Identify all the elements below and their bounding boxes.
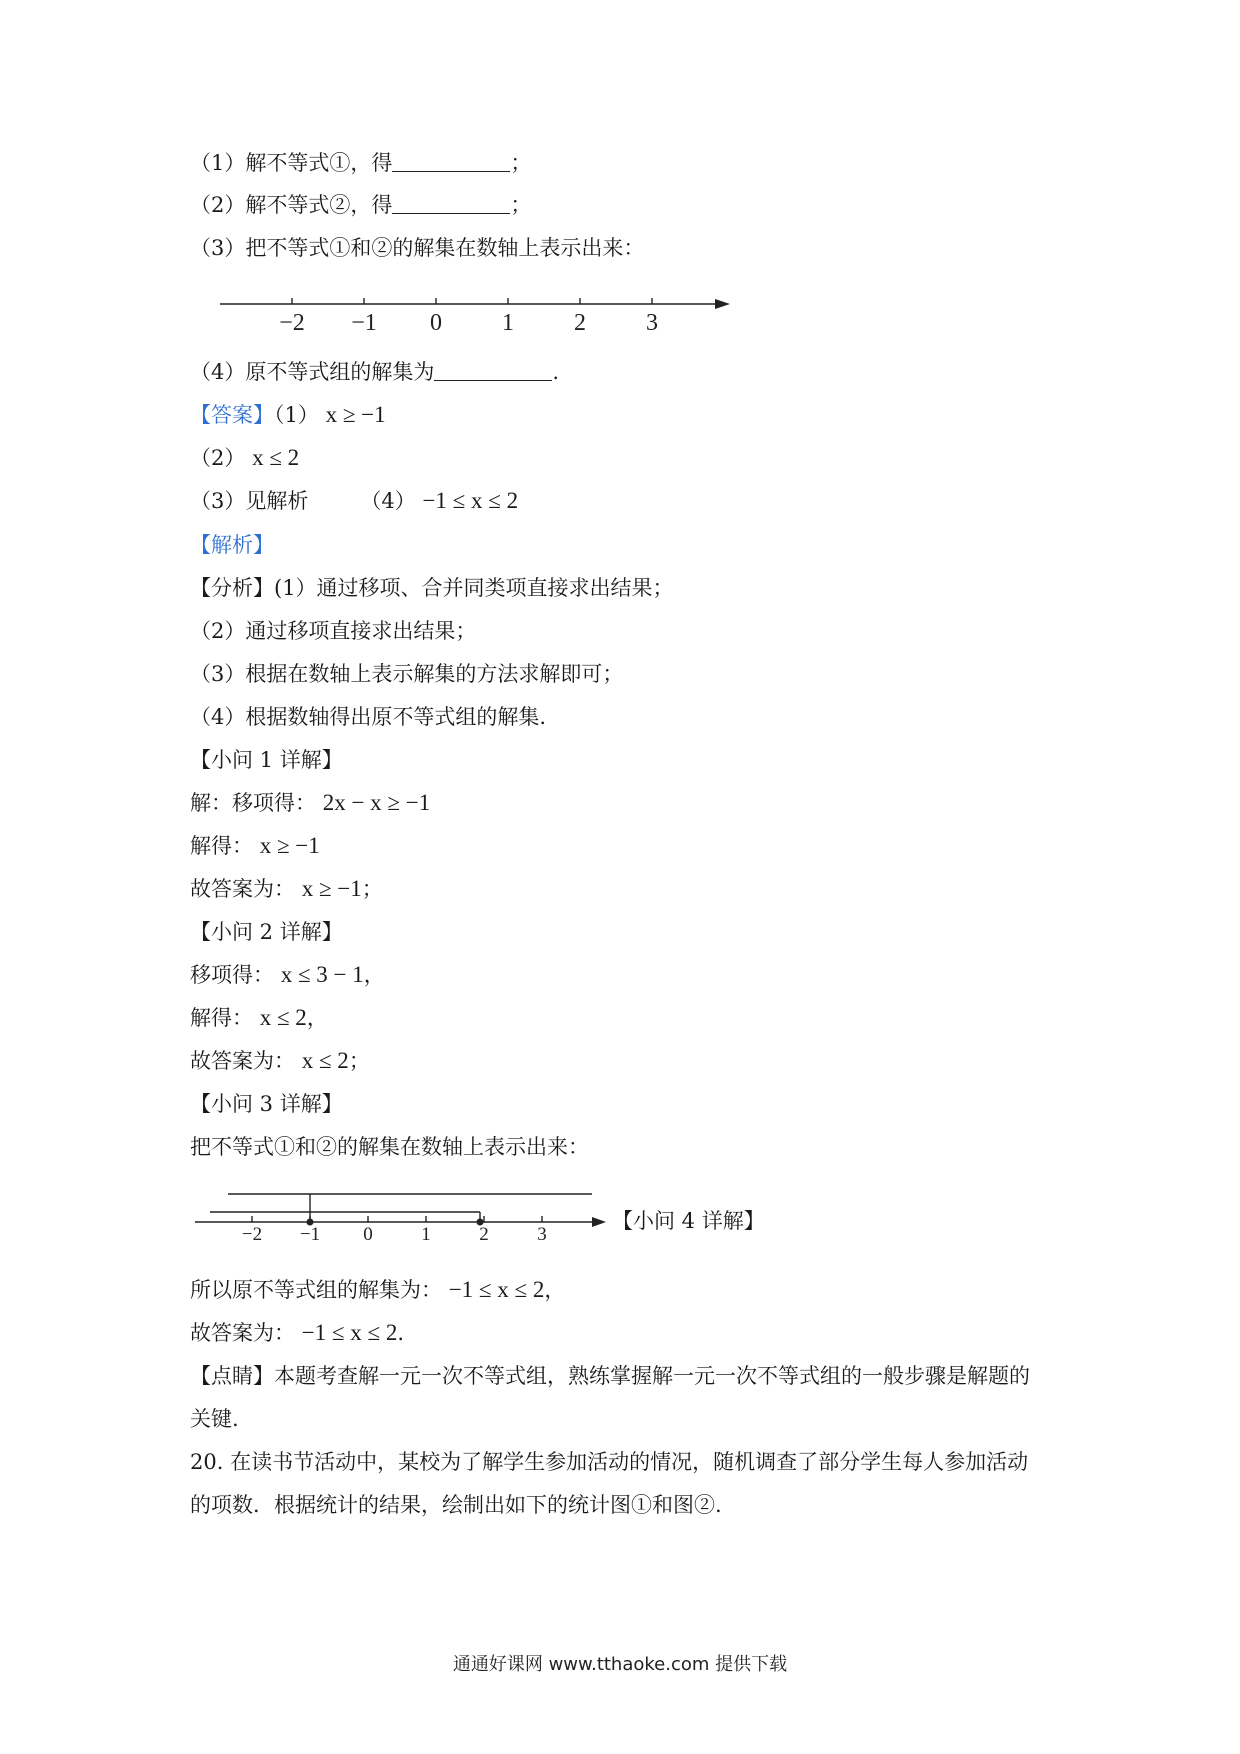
remark-line: 【点睛】本题考查解一元一次不等式组，熟练掌握解一元一次不等式组的一般步骤是解题的 bbox=[190, 1364, 1030, 1388]
question-text: （2）解不等式②，得 bbox=[190, 193, 393, 217]
answer-label: （1） bbox=[274, 403, 319, 427]
step-math: x ≥ −1 bbox=[259, 833, 320, 858]
number-line-1 bbox=[215, 280, 735, 340]
axis-tick-label: 2 bbox=[479, 1224, 489, 1240]
axis-tick-label: 1 bbox=[421, 1224, 431, 1240]
detail-heading: 【小问 1 详解】 bbox=[190, 748, 343, 772]
answer-math: −1 ≤ x ≤ 2 bbox=[422, 488, 519, 513]
punctuation: . bbox=[397, 1321, 405, 1345]
punctuation: ， bbox=[363, 963, 385, 987]
axis-tick-label: −1 bbox=[351, 310, 377, 336]
analysis-line: （2）通过移项直接求出结果； bbox=[190, 619, 477, 643]
axis-tick-label: −1 bbox=[299, 1224, 321, 1240]
axis-tick-label: 3 bbox=[646, 310, 658, 336]
axis-tick-label: −2 bbox=[241, 1224, 263, 1240]
step-label: 故答案为： bbox=[190, 877, 295, 901]
number-line-2 bbox=[190, 1170, 620, 1240]
detail-step bbox=[190, 831, 320, 861]
question-text: （1）解不等式①，得 bbox=[190, 151, 393, 175]
analysis-tag: 【解析】 bbox=[190, 533, 274, 557]
axis-arrow bbox=[592, 1217, 606, 1227]
answer-label: （4） bbox=[360, 489, 416, 513]
detail-heading: 【小问 4 详解】 bbox=[612, 1209, 765, 1233]
answer-math: x ≤ 2 bbox=[252, 445, 300, 470]
detail-step bbox=[190, 1318, 404, 1348]
step-label: 故答案为： bbox=[190, 1321, 295, 1345]
detail-heading: 【小问 2 详解】 bbox=[190, 920, 343, 944]
punctuation: ； bbox=[361, 877, 383, 901]
detail-step bbox=[190, 960, 385, 990]
axis-tick-label: 0 bbox=[430, 310, 442, 336]
answer-tag: 【答案】 bbox=[190, 403, 274, 427]
answer-text: （3）见解析 bbox=[190, 489, 309, 513]
punctuation: . bbox=[552, 360, 560, 384]
question-part-3: （3）把不等式①和②的解集在数轴上表示出来： bbox=[190, 236, 645, 260]
step-label: 解得： bbox=[190, 1006, 253, 1030]
punctuation: ； bbox=[510, 193, 532, 217]
step-label: 解：移项得： bbox=[190, 791, 316, 815]
step-label: 移项得： bbox=[190, 963, 274, 987]
question-part-4 bbox=[190, 357, 559, 387]
step-math: 2x − x ≥ −1 bbox=[322, 790, 431, 815]
question-part-1 bbox=[190, 148, 531, 178]
step-math: x ≤ 2 bbox=[301, 1048, 349, 1073]
answer-label: （2） bbox=[190, 446, 246, 470]
punctuation: ； bbox=[348, 1049, 370, 1073]
punctuation: ， bbox=[306, 1006, 328, 1030]
step-math: −1 ≤ x ≤ 2 bbox=[448, 1277, 545, 1302]
answer-blank bbox=[392, 149, 510, 172]
step-label: 故答案为： bbox=[190, 1049, 295, 1073]
step-math: x ≤ 3 − 1 bbox=[280, 962, 364, 987]
remark-line: 关键. bbox=[190, 1407, 239, 1431]
answer-line-3 bbox=[190, 486, 518, 516]
question-part-2 bbox=[190, 190, 531, 220]
step-label: 所以原不等式组的解集为： bbox=[190, 1278, 442, 1302]
punctuation: ； bbox=[510, 151, 532, 175]
footer-source: 通通好课网 www.tthaoke.com 提供下载 bbox=[452, 1654, 788, 1675]
axis-arrow bbox=[715, 299, 730, 309]
punctuation: ， bbox=[544, 1278, 566, 1302]
step-label: 解得： bbox=[190, 834, 253, 858]
question-20-line: 20. 在读书节活动中，某校为了解学生参加活动的情况，随机调查了部分学生每人参加活动 bbox=[190, 1450, 1029, 1474]
answer-math: x ≥ −1 bbox=[325, 402, 386, 427]
detail-step bbox=[190, 1003, 328, 1033]
axis-tick-label: 0 bbox=[363, 1224, 373, 1240]
detail-heading: 【小问 3 详解】 bbox=[190, 1092, 343, 1116]
detail-step: 把不等式①和②的解集在数轴上表示出来： bbox=[190, 1135, 589, 1159]
answer-blank bbox=[434, 358, 552, 381]
analysis-line: 【分析】(1）通过移项、合并同类项直接求出结果； bbox=[190, 576, 674, 600]
detail-step bbox=[190, 788, 430, 818]
analysis-line: （3）根据在数轴上表示解集的方法求解即可； bbox=[190, 662, 624, 686]
analysis-line: （4）根据数轴得出原不等式组的解集. bbox=[190, 705, 547, 729]
step-math: −1 ≤ x ≤ 2 bbox=[301, 1320, 398, 1345]
answer-line-2 bbox=[190, 443, 299, 473]
answer-line-1 bbox=[190, 400, 386, 430]
detail-step bbox=[190, 1046, 370, 1076]
detail-step bbox=[190, 1275, 565, 1305]
detail-step bbox=[190, 874, 383, 904]
axis-tick-label: 1 bbox=[502, 310, 514, 336]
step-math: x ≤ 2 bbox=[259, 1005, 307, 1030]
axis-tick-label: 3 bbox=[537, 1224, 547, 1240]
question-text: （4）原不等式组的解集为 bbox=[190, 360, 435, 384]
axis-tick-label: −2 bbox=[279, 310, 305, 336]
question-20-line: 的项数．根据统计的结果，绘制出如下的统计图①和图②. bbox=[190, 1493, 722, 1517]
answer-blank bbox=[392, 191, 510, 214]
axis-tick-label: 2 bbox=[574, 310, 586, 336]
step-math: x ≥ −1 bbox=[301, 876, 362, 901]
